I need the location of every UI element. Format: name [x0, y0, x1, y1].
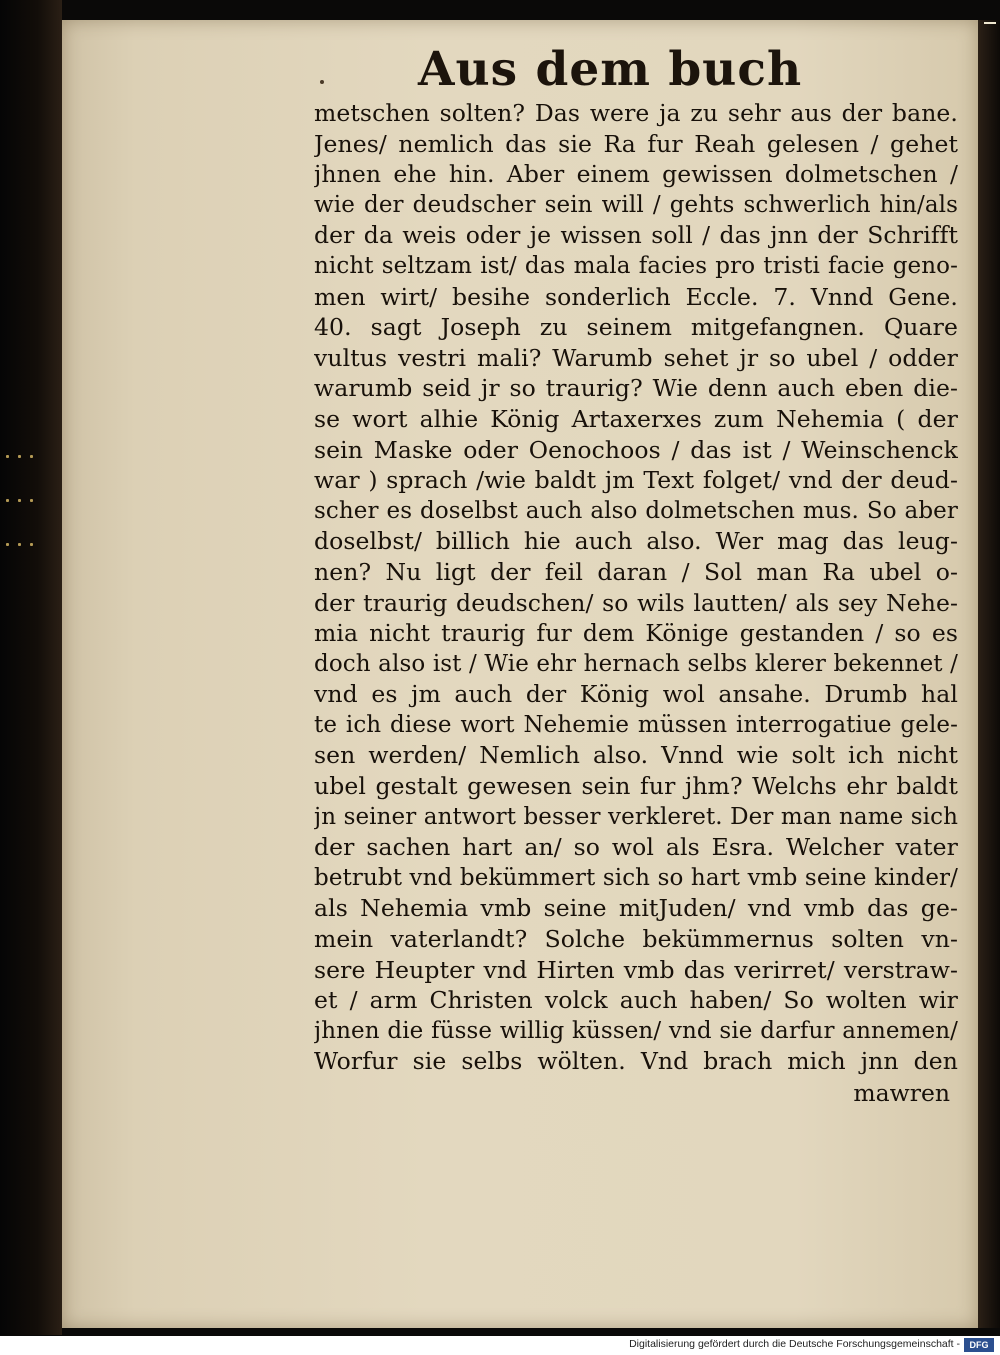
book-edge-right	[978, 20, 1000, 1328]
running-header: Aus dem buch	[418, 42, 803, 97]
dfg-logo[interactable]: DFG	[964, 1338, 994, 1352]
text-line: betrubt vnd bekümmert sich so hart vmb seine kinder/	[314, 864, 958, 891]
header-dot	[320, 80, 324, 84]
text-line: vultus vestri mali? Warumb sehet jr so ubel / odder	[314, 343, 958, 372]
text-line: wie der deudscher sein will / gehts schwerlich hin/als	[314, 191, 958, 218]
text-line: te ich diese wort Nehemie müssen interrogatiue gele-	[314, 711, 958, 738]
text-line: ubel gestalt gewesen sein fur jhm? Welchs ehr baldt	[314, 772, 958, 801]
text-line: Jenes/ nemlich das sie Ra fur Reah gelesen / gehet	[314, 129, 958, 158]
digitization-footer	[0, 1336, 1000, 1355]
text-line: war ) sprach /wie baldt jm Text folget/ vnd der deud-	[314, 466, 958, 495]
text-line: sein Maske oder Oenochoos / das ist / Weinschenck	[314, 435, 958, 464]
text-line: der da weis oder je wissen soll / das jnn der Schrifft	[314, 221, 958, 250]
text-line: als Nehemia vmb seine mitJuden/ vnd vmb das ge-	[314, 894, 958, 923]
footer-credit: Digitalisierung gefördert durch die Deutsche Forschungsgemeinschaft -	[629, 1338, 960, 1350]
text-line: sere Heupter vnd Hirten vmb das verirret/ verstraw-	[314, 955, 958, 984]
text-line: metschen solten? Das were ja zu sehr aus der bane.	[314, 99, 958, 127]
catchword: mawren	[853, 1079, 950, 1107]
text-line: jn seiner antwort besser verkleret. Der man name sich	[314, 803, 958, 830]
text-line: mia nicht traurig fur dem Könige gestanden / so es	[314, 619, 958, 648]
text-line: nicht seltzam ist/ das mala facies pro tristi facie geno-	[314, 252, 958, 279]
text-line: nen? Nu ligt der feil daran / Sol man Ra ubel o-	[314, 557, 958, 586]
text-line: et / arm Christen volck auch haben/ So wolten wir	[314, 986, 958, 1015]
text-line: 40. sagt Joseph zu seinem mitgefangnen. Quare	[314, 313, 958, 342]
page-corner-mark	[984, 22, 996, 24]
text-line: Worfur sie selbs wölten. Vnd brach mich jnn den	[314, 1047, 958, 1076]
spine-markings	[4, 455, 44, 555]
text-line: der sachen hart an/ so wol als Esra. Welcher vater	[314, 833, 958, 862]
text-line: scher es doselbst auch also dolmetschen mus. So aber	[314, 497, 958, 524]
text-line: jhnen ehe hin. Aber einem gewissen dolmetschen /	[314, 160, 958, 189]
text-line: se wort alhie König Artaxerxes zum Nehemia ( der	[314, 404, 958, 433]
book-edge-left	[0, 0, 62, 1335]
text-line: doch also ist / Wie ehr hernach selbs klerer bekennet /	[314, 650, 958, 677]
page-text-block	[314, 98, 958, 1077]
text-line: vnd es jm auch der König wol ansahe. Drumb hal	[314, 680, 958, 709]
text-line: der traurig deudschen/ so wils lautten/ als sey Nehe-	[314, 588, 958, 617]
text-line: sen werden/ Nemlich also. Vnnd wie solt ich nicht	[314, 741, 958, 770]
text-line: jhnen die füsse willig küssen/ vnd sie darfur annemen/	[314, 1017, 958, 1044]
text-line: mein vaterlandt? Solche bekümmernus solten vn-	[314, 925, 958, 954]
text-line: men wirt/ besihe sonderlich Eccle. 7. Vnnd Gene.	[314, 282, 958, 311]
text-line: doselbst/ billich hie auch also. Wer mag das leug-	[314, 527, 958, 556]
text-line: warumb seid jr so traurig? Wie denn auch eben die-	[314, 374, 958, 403]
